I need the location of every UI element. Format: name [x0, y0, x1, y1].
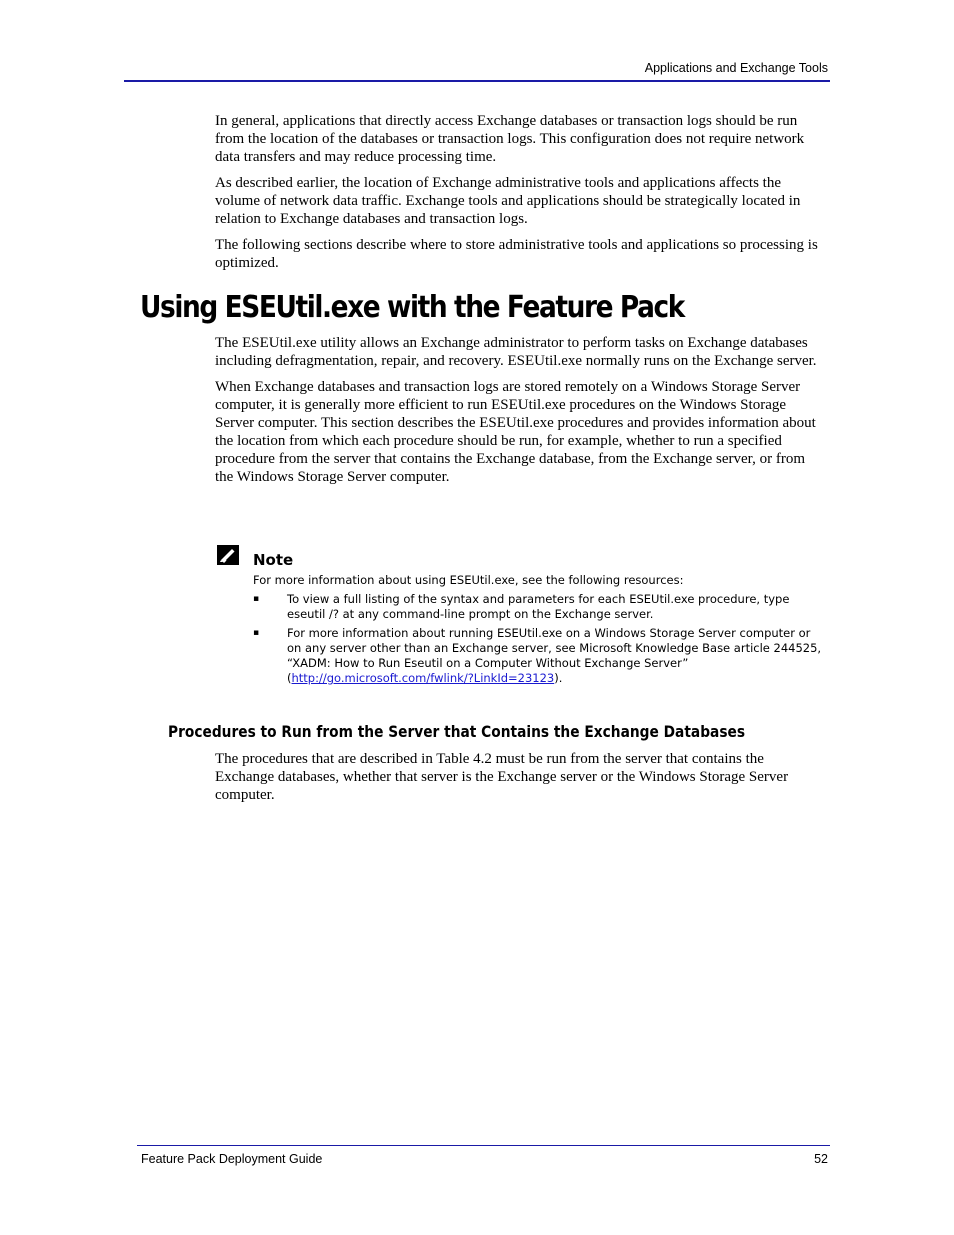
subsection-body — [215, 750, 825, 812]
section-paragraph-1: The ESEUtil.exe utility allows an Exchange administrator to perform tasks on Exchange databases including defragmentation, repair, and recovery. ESEUtil.exe normally runs on the Exchange server. — [215, 335, 817, 369]
page-number: 52 — [814, 1152, 828, 1166]
section-paragraph-2: When Exchange databases and transaction logs are stored remotely on a Windows Storage Server computer, it is generally more efficient to run ESEUtil.exe procedures on the Windows Storage Server computer. This section describes the ESEUtil.exe procedures and provides information about the location from which each procedure should be run, for example, whether to run a specified procedure from the server that contains the Exchange database, from the Exchange server, or from the Windows Storage Server computer. — [215, 379, 816, 485]
intro-paragraph-2: As described earlier, the location of Exchange administrative tools and applications affects the volume of network data traffic. Exchange tools and applications should be strategically located in relation to Exchange databases and transaction logs. — [215, 175, 801, 227]
pencil-note-icon — [217, 545, 239, 565]
kb-article-link[interactable]: http://go.microsoft.com/fwlink/?LinkId=23123 — [291, 671, 555, 685]
intro-paragraph-3: The following sections describe where to store administrative tools and applications so processing is optimized. — [215, 237, 818, 271]
running-header: Applications and Exchange Tools — [644, 61, 828, 75]
note-item-1-text: To view a full listing of the syntax and parameters for each ESEUtil.exe procedure, type eseutil /? at any command-line prompt on the Exchange server. — [287, 592, 790, 621]
note-item-2-text: For more information about running ESEUtil.exe on a Windows Storage Server computer or on any server other than an Exchange server, see Microsoft Knowledge Base article 244525, “XADM: How to Run Eseutil on a Computer Without Exchange Server” ( — [287, 626, 822, 685]
subsection-paragraph: The procedures that are described in Table 4.2 must be run from the server that contains the Exchange databases, whether that server is the Exchange server or the Windows Storage Server computer. — [215, 751, 789, 803]
subsection-heading: Procedures to Run from the Server that Contains the Exchange Databases — [168, 722, 746, 741]
footer-rule — [137, 1145, 830, 1146]
note-list — [253, 592, 823, 690]
section-body — [215, 334, 825, 494]
note-intro: For more information about using ESEUtil.exe, see the following resources: — [253, 573, 684, 587]
bullet-icon: ▪ — [253, 628, 260, 638]
section-heading: Using ESEUtil.exe with the Feature Pack — [140, 290, 684, 325]
list-item — [253, 592, 823, 622]
footer-doc-title: Feature Pack Deployment Guide — [141, 1152, 323, 1166]
note-title: Note — [253, 551, 294, 569]
note-item-2-tail: ). — [554, 671, 563, 685]
header-rule — [124, 80, 830, 82]
intro-block — [215, 112, 825, 280]
list-item — [253, 626, 823, 686]
bullet-icon: ▪ — [253, 594, 260, 604]
intro-paragraph-1: In general, applications that directly access Exchange databases or transaction logs should be run from the location of the databases or transaction logs. This configuration does not require network data transfers and may reduce processing time. — [215, 113, 805, 165]
